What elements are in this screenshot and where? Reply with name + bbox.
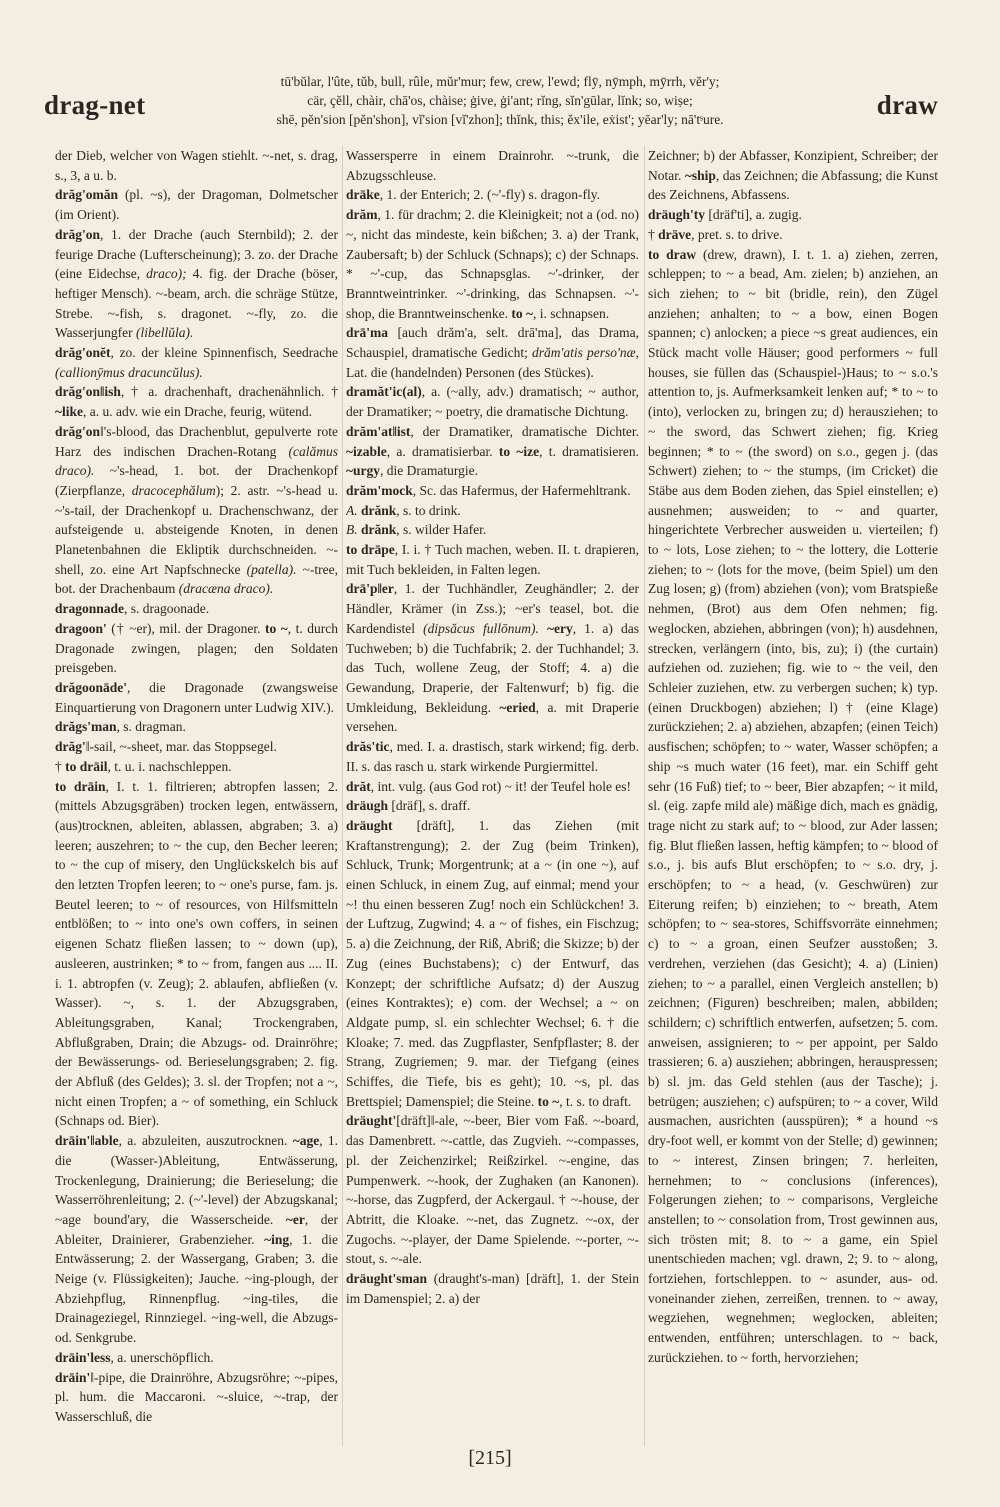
dictionary-entry [55,1348,338,1368]
headword: ~eried [499,699,536,715]
entry-text: ‖-pipe, die Drainröhre, Abzugsröhre; ~-pipes, pl. hum. die Maccaroni. ~-sluice, ~-trap, der Wasserschluß, die [55,1369,338,1424]
entry-text: , der Dramatiker, dramatische Dichter. [410,423,639,439]
page-number: [215] [468,1447,512,1469]
headword: drăm'at‖ist [346,423,411,439]
headword: drăg'on [55,423,101,439]
dictionary-entry [55,619,338,678]
pronunciation-key-line: tū'bŭlar, l'ûte, tŭb, bull, rûle, mŭr'mur; few, crew, l'ewd; flȳ, nȳmph, mȳrrh, vĕr'y; [280,74,720,89]
entry-text: , I. t. 1. filtrieren; abtropfen lassen; 2. (mittels Abzugsgräben) trocken legen, entwässern, (aus)trocknen, ableiten, ablassen, abgraben; 3. a) leeren; auszehren; to ~ the cup, den Becher leeren; to ~ the cup of misery, den Unglückskelch bis auf den letzten Tropfen leeren; to ~ one's purse, fam. js. Beutel leeren; to ~ of resources, von Hilfsmitteln entblößen; to ~ into one's own coffers, in seinen eigenen Schatz fließen lassen; to ~ down (up), ausleeren, austrinken; * to ~ from, fangen aus .... II. i. 1. abtropfen (v. Zeug); 2. ablaufen, abfließen (v. Wasser). ~, s. 1. der Abzugsgraben, Ableitungsgraben, Kanal; Trockengraben, Abflußgraben, Drain; die Abzugs- od. Drainröhre; der Bewässerungs- od. Berieselungsgraben; 2. fig. der Abfluß (des Geldes); 3. sl. der Tropfen; not a ~, nicht einen Tropfen; a ~ of something, ein Schluck (Schnaps od. Bier). [55,778,338,1129]
entry-text: , die Dragonade (zwangsweise Einquartierung von Dragonern unter Ludwig XIV.). [55,679,338,715]
dictionary-entry [346,501,639,521]
entry-text: (pl. ~s), der Dragoman, Dolmetscher (im Orient). [55,187,338,223]
entry-text: , s. dragman. [116,719,186,735]
entry-text: , s. dragoonade. [124,601,210,617]
dictionary-entry [346,382,639,421]
headword: ~er [285,1211,305,1227]
dictionary-entry [55,757,338,777]
entry-text: ~'s-head, 1. bot. der Drachenkopf (Zierpflanze, [55,463,338,498]
italic-text: A. [346,502,361,518]
entry-text: ‖-sail, ~-sheet, mar. das Stoppsegel. [85,739,277,755]
headword: drăgs'man [55,719,117,735]
entry-text: (draught's-man) [dräft], 1. der Stein im Damenspiel; 2. a) der [346,1271,639,1306]
entry-text: † [648,226,659,242]
entry-text: , Lat. die (handelnden) Personen (des Stückes). [346,345,639,380]
headword: ~like [55,404,84,420]
entry-text: , med. I. a. drastisch, stark wirkend; fig. derb. II. s. das rasch u. stark wirkende Purgiermittel. [346,739,639,774]
italic-text: (libellŭla). [136,325,194,341]
headword: to ~ [537,1093,560,1109]
entry-text: [dräft]‖-ale, ~-beer, Bier vom Faß. ~-board, das Damenbrett. ~-cattle, das Zugvieh. ~-compasses, pl. der Zeichenzirkel; Reißzirkel. ~-engine, das Pumpenwerk. ~-hook, der Zughaken (an Kanonen). ~-horse, das Zugpferd, der Ackergaul. † ~-house, der Abtritt, die Kloake. ~-net, das Zugnetz. ~-ox, der Zugochs. ~-player, der Dame Spielende. ~-porter, ~-stout, s. ~-ale. [346,1113,639,1267]
headword: ~urgy [346,463,381,479]
headword: ~age [292,1133,320,1149]
entry-text: [dräft], 1. das Ziehen (mit Kraftanstrengung); 2. der Zug (beim Trinken), Schluck, Trunk; Morgentrunk; at a ~ (in one ~), auf einen Schluck, in einem Zug, auf einmal; mend your ~! thu einen besseren Zug! noch ein Schlückchen! 3. der Luftzug, Zugwind; 4. a ~ of fishes, ein Fischzug; 5. a) die Zeichnung, der Riß, Abriß; die Skizze; b) der Zug (eines Buchstabens); c) der Entwurf, das Konzept; der schriftliche Aufsatz; d) der Auszug (eines Kontraktes); e) com. der Wechsel; a ~ on Aldgate pump, sl. ein schlechter Wechsel; 6. † die Kloake; 7. med. das Zugpflaster, Senfpflaster; 8. der Strang, Zugriemen; 9. mar. der Tiefgang (eines Schiffes, die Tiefe, bis es geht); 10. ~s, pl. das Brettspiel; Damenspiel; die Steine. [346,817,639,1109]
entry-text: , t. durch Dragonade zwingen, plagen; den Soldaten preisgeben. [55,620,338,676]
entry-text: ~-tree, bot. der Drachenbaum [55,561,338,597]
dictionary-entry [55,717,338,737]
dictionary-entry [55,777,338,1132]
dictionary-entry [55,185,338,224]
column-3 [648,146,938,1446]
italic-text: dracocephălum [131,482,216,498]
headword: drăg'on‖ish [55,384,121,400]
entry-text: , I. i. † Tuch machen, weben. II. t. drapieren, mit Tuch bekleiden, in Falten legen. [346,542,639,577]
entry-text: , 1. der Tuchhändler, Zeughändler; 2. der Händler, Krämer (in Zss.); ~er's teasel, bot. die Kardendistel [346,581,639,636]
italic-text: (callionȳmus dracuncŭlus). [55,364,203,380]
italic-text: B. [346,522,361,538]
entry-text: , a. (~ally, adv.) dramatisch; ~ author, der Dramatiker; ~ poetry, die dramatische Dichtung. [346,384,639,420]
italic-text: (calămus draco). [55,443,338,479]
dictionary-entry [55,146,338,185]
headword: dragonnade [55,601,125,617]
dictionary-entry [346,1111,639,1269]
headword: drāin'‖able [55,1133,119,1149]
dictionary-entry [55,225,338,343]
entry-text: , a. unerschöpflich. [110,1349,214,1365]
right-guide-word: draw [876,90,938,120]
dictionary-entry [55,737,338,757]
headword: ~ery [546,620,573,636]
entry-text: , t. u. i. nachschleppen. [107,758,232,774]
entry-text: der Dieb, welcher von Wagen stiehlt. ~-net, s. drag, s., 3, a u. b. [55,148,338,183]
dictionary-entry [55,599,338,619]
headword: dräugh'ty [648,207,706,223]
entry-text: , s. wilder Hafer. [396,522,487,538]
headword: drāin'less [55,1349,111,1365]
entry-text: , a. dramatisierbar. [386,443,499,459]
entry-text: , t. s. to draft. [559,1093,632,1109]
entry-text: , † a. drachenhaft, drachenähnlich. † [120,384,338,400]
headword: to draw [648,246,697,262]
entry-text: , 1. die Entwässerung; 2. der Wassergang, Graben; 3. die Neige (v. Flüssigkeiten); Jauche. ~ing-plough, der Abziehpflug, Rinnenpflug. ~ing-tiles, die Drainageziegel, Rinnziegel. ~ing-well, die Abzugs- od. Senkgrube. [55,1231,338,1346]
headword: to ~ [265,620,288,636]
entry-text: , das Zeichnen; die Abfassung; die Kunst des Zeichnens, Abfassens. [648,167,938,203]
headword: drăm'mock [346,482,413,498]
headword: drăgoonāde' [55,679,128,695]
column-rule [342,146,343,1446]
entry-text: , a. abzuleiten, auszutrocknen. [118,1133,293,1149]
pronunciation-key-line: shē, pĕn'sion [pĕn'shon], vĭ'sion [vĭ'zhon]; thĭnk, this; ĕx'ile, eẋist'; yēar'ly; nā'tˢure. [276,112,724,127]
dictionary-entry [346,481,639,501]
entry-text: , 1. a) das Tuchweben; b) die Tuchfabrik; 2. der Tuchhandel; 3. das Tuch, wollene Zeug, der Stoff; 4. a) die Gewandung, Draperie, der Faltenwurf; b) fig. die Umkleidung, Bekleidung. [346,620,639,715]
entry-text: , i. schnapsen. [533,305,610,321]
dictionary-entry [55,678,338,717]
italic-text: (dipsăcus fullōnum). [423,620,547,636]
dictionary-entry [55,382,338,421]
dictionary-entry [346,185,639,205]
entry-text: , 1. für drachm; 2. die Kleinigkeit; not a (od. no) ~, nicht das mindeste, kein bißchen; 3. a) der Trank, Zaubersaft; b) der Schluck (Schnaps); c) der Schnaps. * ~'-cup, das Schnapsglas. ~'-drinker, der Branntweintrinker. ~'-drinking, das Schnapsen. ~'-shop, die Branntweinschenke. [346,207,639,321]
headword: drănk [361,502,397,518]
headword: dramăt'ic(al) [346,384,422,400]
headword: to drāin [55,778,106,794]
headword: dräught [346,817,393,833]
dictionary-entry [55,1368,338,1427]
headword: dragoon' [55,620,107,636]
dictionary-entry [346,1269,639,1308]
dictionary-entry [346,540,639,579]
entry-text: , t. dramatisieren. [539,443,639,459]
entry-text: , zo. der kleine Spinnenfisch, Seedrache [110,345,338,361]
dictionary-entry [346,737,639,776]
headword: drăg'onĕt [55,345,111,361]
entry-text: , der Ableiter, Drainierer, Grabenzieher. [55,1211,338,1247]
dictionary-entry [346,520,639,540]
headword: drāke [346,187,380,203]
entry-text: , a. mit Draperie versehen. [346,699,639,735]
headword: drăg'on [55,226,101,242]
headword: to ~ize [498,443,540,459]
dictionary-entry [346,796,639,816]
pronunciation-key [190,72,810,129]
dictionary-entry [346,777,639,797]
column-rule [644,146,645,1446]
pronunciation-key-line: cär, çĕll, chàir, chā'os, chàise; ġive, ġi'ant; rĭng, sĭn'gūlar, lĭnk; so, wiṣe; [307,93,693,108]
entry-text: † [55,758,66,774]
headword: drāin' [55,1369,91,1385]
headword: dräugh [346,798,389,814]
entry-text: , pret. s. to drive. [691,226,783,242]
dictionary-entry [346,323,639,382]
headword: drăt [346,778,371,794]
dictionary-entry [346,422,639,481]
entry-text: 4. fig. der Drache (böser, heftiger Mensch). ~-beam, arch. die schräge Stütze, Strebe. ~-fish, s. dragonet. ~-fly, zo. die Wasserjungfer [55,266,338,341]
dictionary-entry [648,245,938,1368]
headword: dräught'sman [346,1271,428,1287]
entry-text: (drew, drawn), I. t. 1. a) ziehen, zerren, schleppen; to ~ a bead, Am. zielen; b) anziehen, an sich ziehen; to ~ bit (bridle, rein), den Zügel anziehen; anhalten; to ~ a bow, einen Bogen spannen; c) anlocken; a piece ~s great audiences, ein Stück macht volle Häuser; good performers ~ full houses, sie füllen das (Schauspiel-)Haus; to ~ s.o.'s attention to, js. Aufmerksamkeit lenken auf; * to ~ to (into), verlocken zu, bringen zu; d) herausziehen; to ~ the sword, das Schwert ziehen; fig. Krieg beginnen; * to ~ (the sword) on s.o., gegen j. (das Schwert) ziehen; to ~ the stumps, (im Cricket) die Stäbe aus dem Boden ziehen, das Spiel einstellen; e) ausnehmen; ausweiden; to ~ and quarter, hingerichtete Verbrecher ausweiden u. vierteilen; f) to ~ lots, Lose ziehen; to ~ the lottery, die Lotterie ziehen; to ~ (lots for the move, (beim Spiel) um den Zug losen; g) (from) abziehen (von); vom Bratspieße nehmen, (Brot) aus dem Ofen nehmen; fig. weglocken, abziehen, abbringen (von); h) ausdehnen, strecken, verlängern (into, bis, zu); i) (the curtain) aufziehen od. zuziehen; fig. wie to ~ the veil, den Schleier zuziehen, etw. zu verbergen suchen; k) typ. (einen Druckbogen) abziehen; l) † (eine Klage) zurückziehen; 2. a) abziehen, abzapfen; (einen Teich) ausfischen; schöpfen; to ~ water, Wasser schöpfen; a ship ~s much water (16 feet), mar. ein Schiff geht sehr (16 Fuß) tief; to ~ beer, Bier abzapfen; ~ it mild, sl. (eig. zapfe mild ale) mäßige dich, mach es gnädig, trage nicht zu stark auf; to ~ blood, zur Ader lassen; fig. Blut fließen lassen, heftig kämpfen; to ~ blood of s.o., j. bis aufs Blut erschöpfen; to ~ s.o. dry, j. erschöpfen; to ~ a head, (v. Geschwüren) zur Eiterung reifen; b) einziehen; to ~ breath, Atem schöpfen; to ~ sea-stores, Schiffsvorräte einnehmen; c) to ~ a groan, einen Seufzer ausstoßen; 3. verdrehen, verziehen (das Gesicht); 4. a) (Linien) ziehen; to ~ a parallel, einen Vergleich anstellen; b) zeichnen; (Figuren) beschreiben; malen, abbilden; schildern; c) schriftlich entwerfen, aufsetzen; 5. com. anweisen, assignieren; to ~ per appoint, per Saldo trassieren; 6. a) ausziehen; abbringen, herauspressen; b) sl. jm. das Geld stehlen (aus der Tasche); j. betrügen; ausziehen; c) aufspüren; to ~ a cover, Wild ausmachen, ausrichten (ausspüren); * a hound ~s dry-foot well, er kommt von der Stelle; d) gewinnen; to ~ interest, Zinsen bringen; 7. herleiten, hernehmen; to ~ conclusions (inferences), Folgerungen ziehen; to ~ comparisons, Vergleiche anstellen; to ~ consolation from, Trost gewinnen aus, sich trösten mit; 8. to ~ a game, ein Spiel unentschieden machen; vgl. drawn, 2; 9. to ~ along, fortziehen, fortschleppen. to ~ asunder, aus- od. voneinander ziehen, zerreißen, trennen. to ~ away, wegziehen, wegnehmen; weglocken, ableiten; entwenden, entführen; unterschlagen. to ~ back, zurückziehen. to ~ forth, hervorziehen; [648,246,938,1365]
dictionary-entry [55,1131,338,1348]
dictionary-entry [55,422,338,599]
dictionary-entry [648,205,938,225]
entry-text: Wassersperre in einem Drainrohr. ~-trunk, die Abzugsschleuse. [346,148,639,183]
entry-text: , die Dramaturgie. [380,463,478,479]
entry-text: , Sc. das Hafermus, der Hafermehltrank. [412,482,631,498]
italic-text: (patella). [246,561,297,577]
entry-text: , 1. der Enterich; 2. (~'-fly) s. dragon-fly. [379,187,601,203]
column-2 [346,146,639,1446]
dictionary-entry [346,146,639,185]
dictionary-entry [346,579,639,737]
headword: drā'p‖er [346,581,394,597]
headword: ~ing [264,1231,290,1247]
entry-text: , 1. die (Wasser-)Ableitung, Entwässerung, Trockenlegung, Drainierung; die Berieselung; die Wasserröhrenleitung; 2. (~'-level) der Abzugskanal; ~age bound'ary, die Wasserscheide. [55,1133,338,1227]
dictionary-entry [648,146,938,205]
entry-text: († ~er), mil. der Dragoner. [106,620,266,636]
entry-text: , a. u. adv. wie ein Drache, feurig, wütend. [83,404,312,420]
dictionary-entry [648,225,938,245]
headword: dräught' [346,1113,397,1129]
headword: to drāil [65,758,108,774]
italic-text: (dracæna draco). [178,581,274,597]
headword: ~ship [684,167,716,183]
headword: drăg' [55,739,86,755]
dictionary-entry [346,205,639,323]
entry-text: [auch drăm'a, selt. drā'ma], das Drama, Schauspiel, dramatische Gedicht; [346,325,639,361]
headword: dräve [658,226,692,242]
headword: drăm [346,207,378,223]
entry-text: , s. to drink. [396,502,461,518]
column-1 [55,146,338,1446]
entry-text: , 1. der Drache (auch Sternbild); 2. der feurige Drache (Lufterscheinung); 3. zo. der Drache (eine Eidechse, [55,226,338,282]
entry-text: , int. vulg. (aus God rot) ~ it! der Teufel hole es! [370,778,632,794]
headword: to drāpe [346,542,395,558]
headword: drăg'omăn [55,187,119,203]
dictionary-entry [55,343,338,382]
dictionary-entry [346,816,639,1112]
entry-text: [dräf'ti], a. zugig. [705,207,802,223]
entry-text: [dräf], s. draff. [388,798,471,814]
headword: drănk [361,522,397,538]
entry-text: ‖'s-blood, das Drachenblut, gepulverte rote Harz des indischen Drachen-Rotang [55,423,338,459]
entry-text: Zeichner; b) der Abfasser, Konzipient, Schreiber; der Notar. [648,148,938,183]
italic-text: drăm'atis perso'næ [531,345,636,361]
entry-text: ); 2. astr. ~'s-head u. ~'s-tail, der Drachenkopf u. Drachenschwanz, der aufsteigende u. absteigende Knoten, in denen Planetenbahnen die Ekliptik durchschneiden. ~-shell, zo. eine Art Napfschnecke [55,482,338,577]
headword: drā'ma [346,325,388,341]
headword: ~izable [346,443,387,459]
headword: to ~ [511,305,533,321]
italic-text: draco); [146,266,187,282]
headword: drăs'tic [346,739,390,755]
left-guide-word: drag-net [44,90,146,120]
